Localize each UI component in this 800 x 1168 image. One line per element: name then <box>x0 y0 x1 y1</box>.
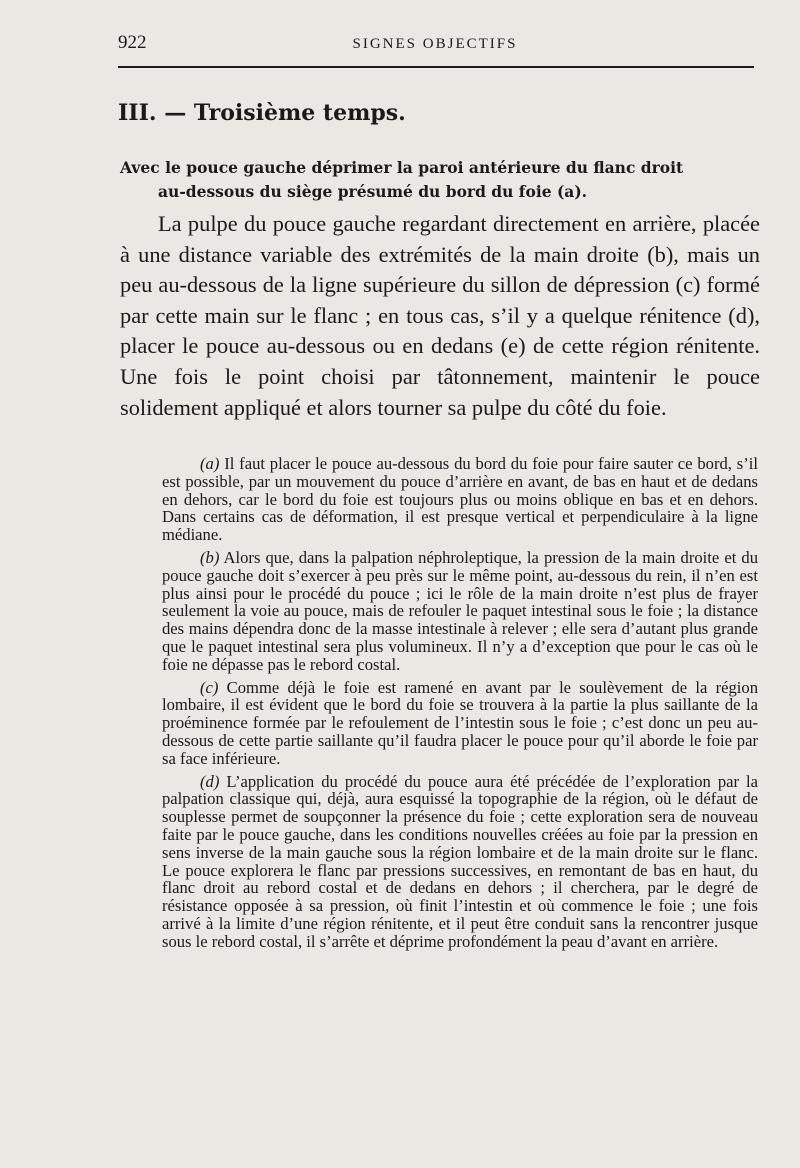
footnote-mark: (a) <box>200 454 220 473</box>
page-number: 922 <box>118 32 147 53</box>
lead-line-1: Avec le pouce gauche déprimer la paroi antérieure du flanc droit <box>120 158 684 177</box>
footnote-text: Il faut placer le pouce au-dessous du bord du foie pour faire sauter ce bord, s’il est possible, par un mouvement du pouce d’arrière en avant, de bas en haut et de dedans en dehors, car le bord du foie est toujours plus ou moins oblique en bas et en dehors. Dans certains cas de déformation, il est presque vertical et perpendiculaire à la ligne médiane. <box>162 454 758 545</box>
footnote-text: L’application du procédé du pouce aura été précédée de l’exploration par la palpation classique qui, déjà, aura esquissé la topographie de la région, où le défaut de souplesse permet de soupçonner la présence du foie ; cette exploration sera de nouveau faite par le pouce gauche, dans les conditions nouvelles créées au foie par la pression en sens inverse de la main gauche sous la région lombaire et de la main droite sur le flanc. Le pouce explorera le flanc par pressions successives, en remontant de bas en haut, du flanc droit au rebord costal et de dedans en dehors ; il cherchera, par le degré de résistance opposée à sa pression, où finit l’intestin et où commence le foie ; une fois arrivé à la limite d’une région rénitente, et il peut être conduit sans la rencontrer jusque sous le rebord costal, il s’arrête et déprime profondément la peau d’avant en arrière. <box>162 771 758 951</box>
footnote-d <box>162 773 758 951</box>
footnote-mark: (c) <box>200 677 219 697</box>
footnotes <box>162 455 758 956</box>
body-paragraph: La pulpe du pouce gauche regardant directement en arrière, placée à une distance variable des extrémités de la main droite (b), mais un peu au-dessous de la ligne supérieure du sillon de dépression (c) formé par cette main sur le flanc ; en tous cas, s’il y a quelque rénitence (d), placer le pouce au-dessous ou en dedans (e) de cette région rénitente. Une fois le point choisi par tâtonnement, maintenir le pouce solidement appliqué et alors tourner sa pulpe du côté du foie. <box>120 211 760 420</box>
footnote-b <box>162 549 758 674</box>
footnote-mark: (d) <box>200 771 220 791</box>
footnote-text: Comme déjà le foie est ramené en avant par le soulèvement de la région lombaire, il est évident que le bord du foie se trouvera à la partie la plus saillante de la proéminence formée par le refoulement de l’intestin sous le foie ; c’est donc un peu au-dessous de cette partie saillante qu’il faudra placer le pouce pour qu’il aborde le foie par sa face inférieure. <box>162 677 758 768</box>
footnote-c <box>162 679 758 768</box>
lead-instruction <box>120 156 760 204</box>
footnote-text: Alors que, dans la palpation néphroleptique, la pression de la main droite et du pouce gauche doit s’exercer à peu près sur le même point, au-dessous du rein, il n’en est plus ainsi pour le procédé du pouce ; ici le rôle de la main droite n’est plus de frayer seulement la voie au pouce, mais de refouler le paquet intestinal sous le foie ; la distance des mains dépendra donc de la masse intestinale à relever ; elle sera d’autant plus grande que le paquet intestinal sera plus volumineux. Il n’y a d’exception que pour le cas où le foie ne dépasse pas le rebord costal. <box>162 547 758 674</box>
lead-line-2: au-dessous du siège présumé du bord du foie (a). <box>158 182 588 201</box>
footnote-a <box>162 455 758 544</box>
running-head: SIGNES OBJECTIFS <box>352 36 518 52</box>
footnote-mark: (b) <box>200 547 220 567</box>
header-rule <box>118 66 754 68</box>
section-title: III. — Troisième temps. <box>118 100 406 126</box>
page-header <box>118 30 752 58</box>
